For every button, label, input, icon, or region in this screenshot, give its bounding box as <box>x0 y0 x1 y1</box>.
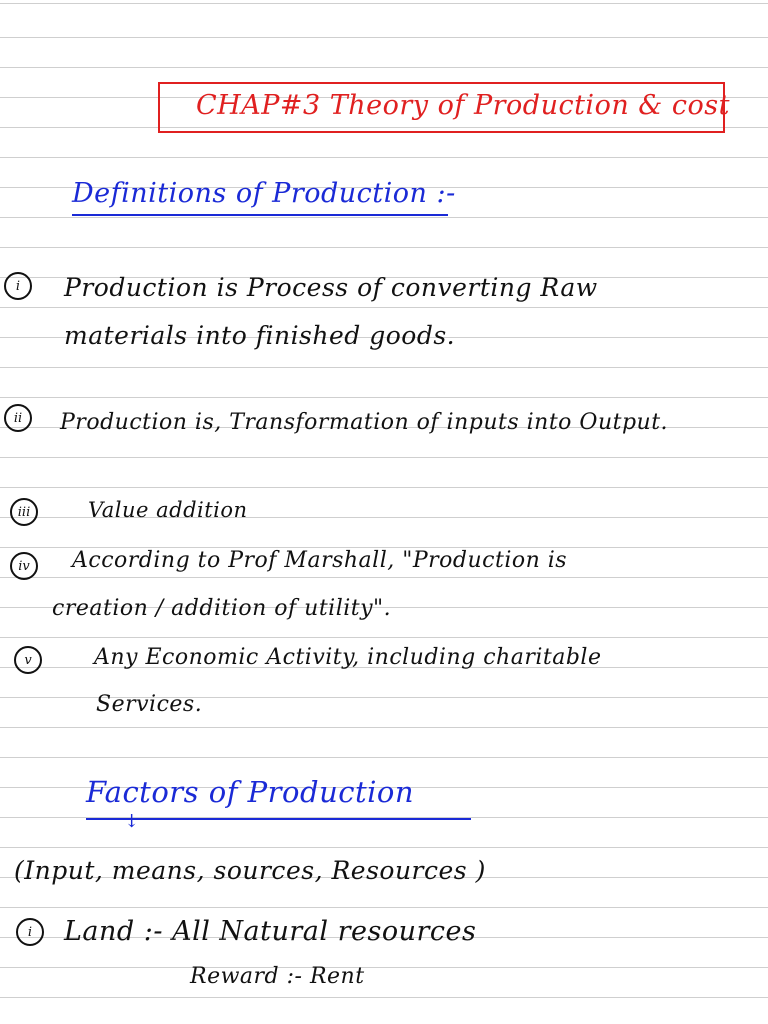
definition-4-line-2: creation / addition of utility". <box>52 596 392 621</box>
item-number: iv <box>18 558 30 574</box>
chapter-title: CHAP#3 Theory of Production & cost <box>196 90 730 121</box>
definition-1-line-1: Production is Process of converting Raw <box>64 273 598 302</box>
definition-3-line-1: Value addition <box>88 498 248 522</box>
definition-5-line-1: Any Economic Activity, including charitable <box>94 645 602 670</box>
definition-1-line-2: materials into finished goods. <box>64 321 456 350</box>
item-number-circle <box>4 404 32 432</box>
item-number: v <box>24 652 32 668</box>
factors-heading: Factors of Production <box>86 775 415 809</box>
factors-heading-underline <box>86 818 471 820</box>
definition-5-line-2: Services. <box>96 692 203 717</box>
item-number: ii <box>13 410 23 426</box>
factor-land-definition: Land :- All Natural resources <box>64 916 477 947</box>
item-number-circle <box>14 646 42 674</box>
item-number: i <box>27 924 33 940</box>
factors-synonyms: (Input, means, sources, Resources ) <box>14 856 486 885</box>
definitions-heading: Definitions of Production :- <box>72 178 456 209</box>
item-number-circle <box>16 918 44 946</box>
item-number: i <box>15 278 21 294</box>
item-number-circle <box>10 552 38 580</box>
item-number-circle <box>10 498 38 526</box>
item-number-circle <box>4 272 32 300</box>
definitions-heading-underline <box>72 214 448 216</box>
down-arrow-icon: ↓ <box>124 811 140 832</box>
definition-4-line-1: According to Prof Marshall, "Production is <box>72 548 568 573</box>
item-number: iii <box>17 504 31 520</box>
factor-land-reward: Reward :- Rent <box>190 964 365 989</box>
definition-2-line-1: Production is, Transformation of inputs into Output. <box>60 410 669 435</box>
